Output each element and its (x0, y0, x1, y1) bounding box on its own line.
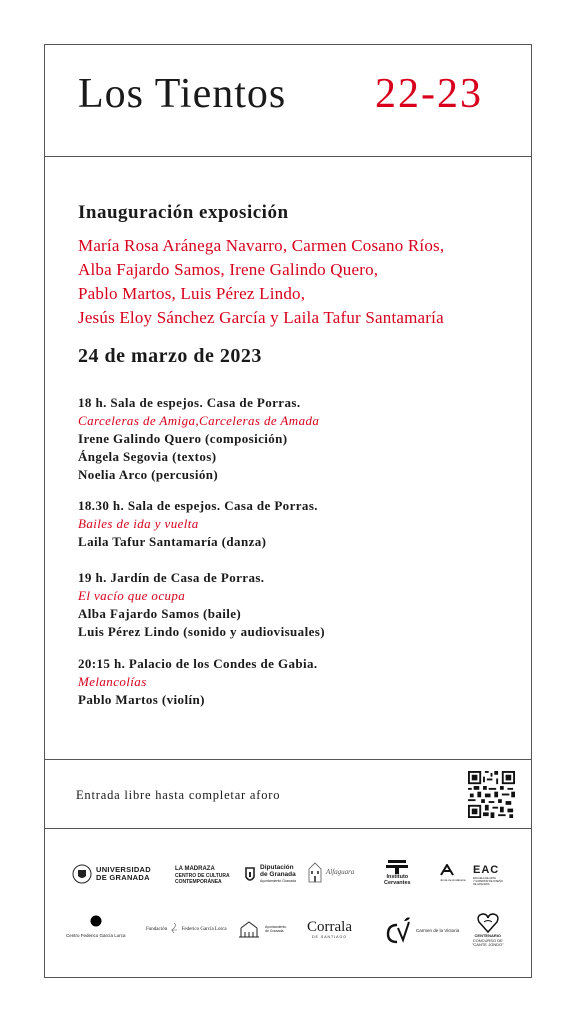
program-work: Melancolías (78, 674, 147, 689)
ayuntamiento-logo (237, 917, 286, 941)
corrala-logo (307, 920, 352, 939)
building-icon (308, 861, 322, 883)
cervantes-mark-icon (386, 860, 408, 874)
logo-text: Cervantes (384, 879, 411, 886)
program-item (78, 497, 518, 551)
palace-sketch-icon (237, 917, 261, 941)
header-divider (44, 156, 532, 157)
artist-line: Pablo Martos, Luis Pérez Lindo, (78, 284, 306, 303)
lorca-centro-logo (66, 915, 126, 938)
footer-divider-top (44, 759, 532, 760)
program-person: Irene Galindo Quero (composición) (78, 431, 288, 446)
program-item (78, 394, 518, 484)
carmen-victoria-logo (386, 915, 459, 945)
logo-text: DE GRANADA (96, 873, 150, 882)
program-time-place: 19 h. Jardín de Casa de Porras. (78, 570, 265, 585)
program-person: Laila Tafur Santamaría (danza) (78, 534, 267, 549)
program-time-place: 18.30 h. Sala de espejos. Casa de Porras. (78, 498, 318, 513)
program-person: Noelia Arco (percusión) (78, 467, 219, 482)
junta-triangle-icon (440, 864, 454, 876)
diputacion-logo (244, 864, 296, 885)
logo-text: Alfaguara (326, 868, 355, 876)
black-dot-icon (90, 915, 102, 927)
logo-text: Federico García Lorca (181, 927, 227, 933)
logo-text: de Granada (260, 871, 296, 878)
eac-logo (473, 864, 503, 886)
logo-text: CONCURSO DE (472, 937, 503, 943)
program-time-place: 18 h. Sala de espejos. Casa de Porras. (78, 395, 301, 410)
event-heading: Inauguración exposición (78, 202, 289, 223)
ugr-logo (72, 864, 151, 884)
logo-text: Fundación (146, 927, 168, 933)
program-person: Luis Pérez Lindo (sonido y audiovisuales) (78, 624, 325, 639)
program-item (78, 569, 518, 641)
logo-text: de Granada (265, 929, 284, 933)
qr-code-icon[interactable] (468, 771, 515, 818)
heart-bird-icon (477, 913, 499, 933)
program-work: Carceleras de Amiga,Carceleras de Amada (78, 413, 320, 428)
logo-text: DE GRANADA (473, 883, 490, 886)
logo-text: Corrala (307, 919, 352, 935)
cv-monogram-icon (386, 915, 412, 945)
program-work: Bailes de ida y vuelta (78, 516, 199, 531)
program-item (78, 655, 518, 709)
logo-text: Centro Federico García Lorca (66, 933, 126, 938)
logo-text: LA MADRAZA (175, 866, 215, 872)
logo-text: EAC (473, 864, 500, 876)
page-title: Los Tientos (78, 71, 287, 117)
program-person: Ángela Segovia (textos) (78, 449, 217, 464)
logo-text: CENTENARIO (474, 933, 501, 938)
diputacion-emblem-icon (244, 865, 256, 885)
madraza-logo (175, 866, 230, 885)
logo-text: Carmen de la Victoria (416, 927, 460, 933)
event-date: 24 de marzo de 2023 (78, 345, 262, 367)
logo-text: Diputación (260, 864, 294, 871)
ugr-shield-icon (72, 864, 92, 884)
artist-line: Jesús Eloy Sánchez García y Laila Tafur Santamaría (78, 308, 444, 327)
logo-text: Ayuntamiento (265, 925, 287, 929)
program-time-place: 20:15 h. Palacio de los Condes de Gabia. (78, 656, 318, 671)
logo-text: Ayuntamiento Granada (260, 879, 296, 883)
alfaguara-logo (308, 861, 354, 883)
footer-divider-bottom (44, 828, 532, 829)
logo-text: CONTEMPORÁNEA (175, 878, 222, 885)
cervantes-logo (384, 860, 411, 886)
logo-text: Junta de Andalucía (440, 878, 466, 882)
entry-note: Entrada libre hasta completar aforo (76, 788, 281, 802)
artist-line: Alba Fajardo Samos, Irene Galindo Quero, (78, 260, 379, 279)
logo-text: CENTRO DE CULTURA (175, 872, 230, 879)
centenario-logo (472, 913, 504, 948)
program-work: El vacío que ocupa (78, 588, 186, 603)
program-person: Alba Fajardo Samos (baile) (78, 606, 242, 621)
logo-text: UNIVERSIDAD (96, 865, 151, 874)
sketch-figure-icon (168, 922, 180, 936)
logo-text: Instituto (386, 874, 409, 880)
program-person: Pablo Martos (violín) (78, 692, 205, 707)
artist-list (78, 234, 518, 330)
logo-text: ESCUELA DE ARTE (473, 877, 496, 880)
artist-line: María Rosa Aránega Navarro, Carmen Cosano Ríos, (78, 236, 445, 255)
junta-logo (440, 864, 466, 882)
lorca-fundacion-logo (146, 922, 227, 936)
season-year: 22-23 (375, 71, 483, 117)
logo-text: DE SANTIAGO (312, 935, 347, 939)
logo-text: "CANTE JONDO" (472, 942, 504, 947)
logo-text: Y SUPERIOR DE DISEÑO (473, 880, 503, 883)
